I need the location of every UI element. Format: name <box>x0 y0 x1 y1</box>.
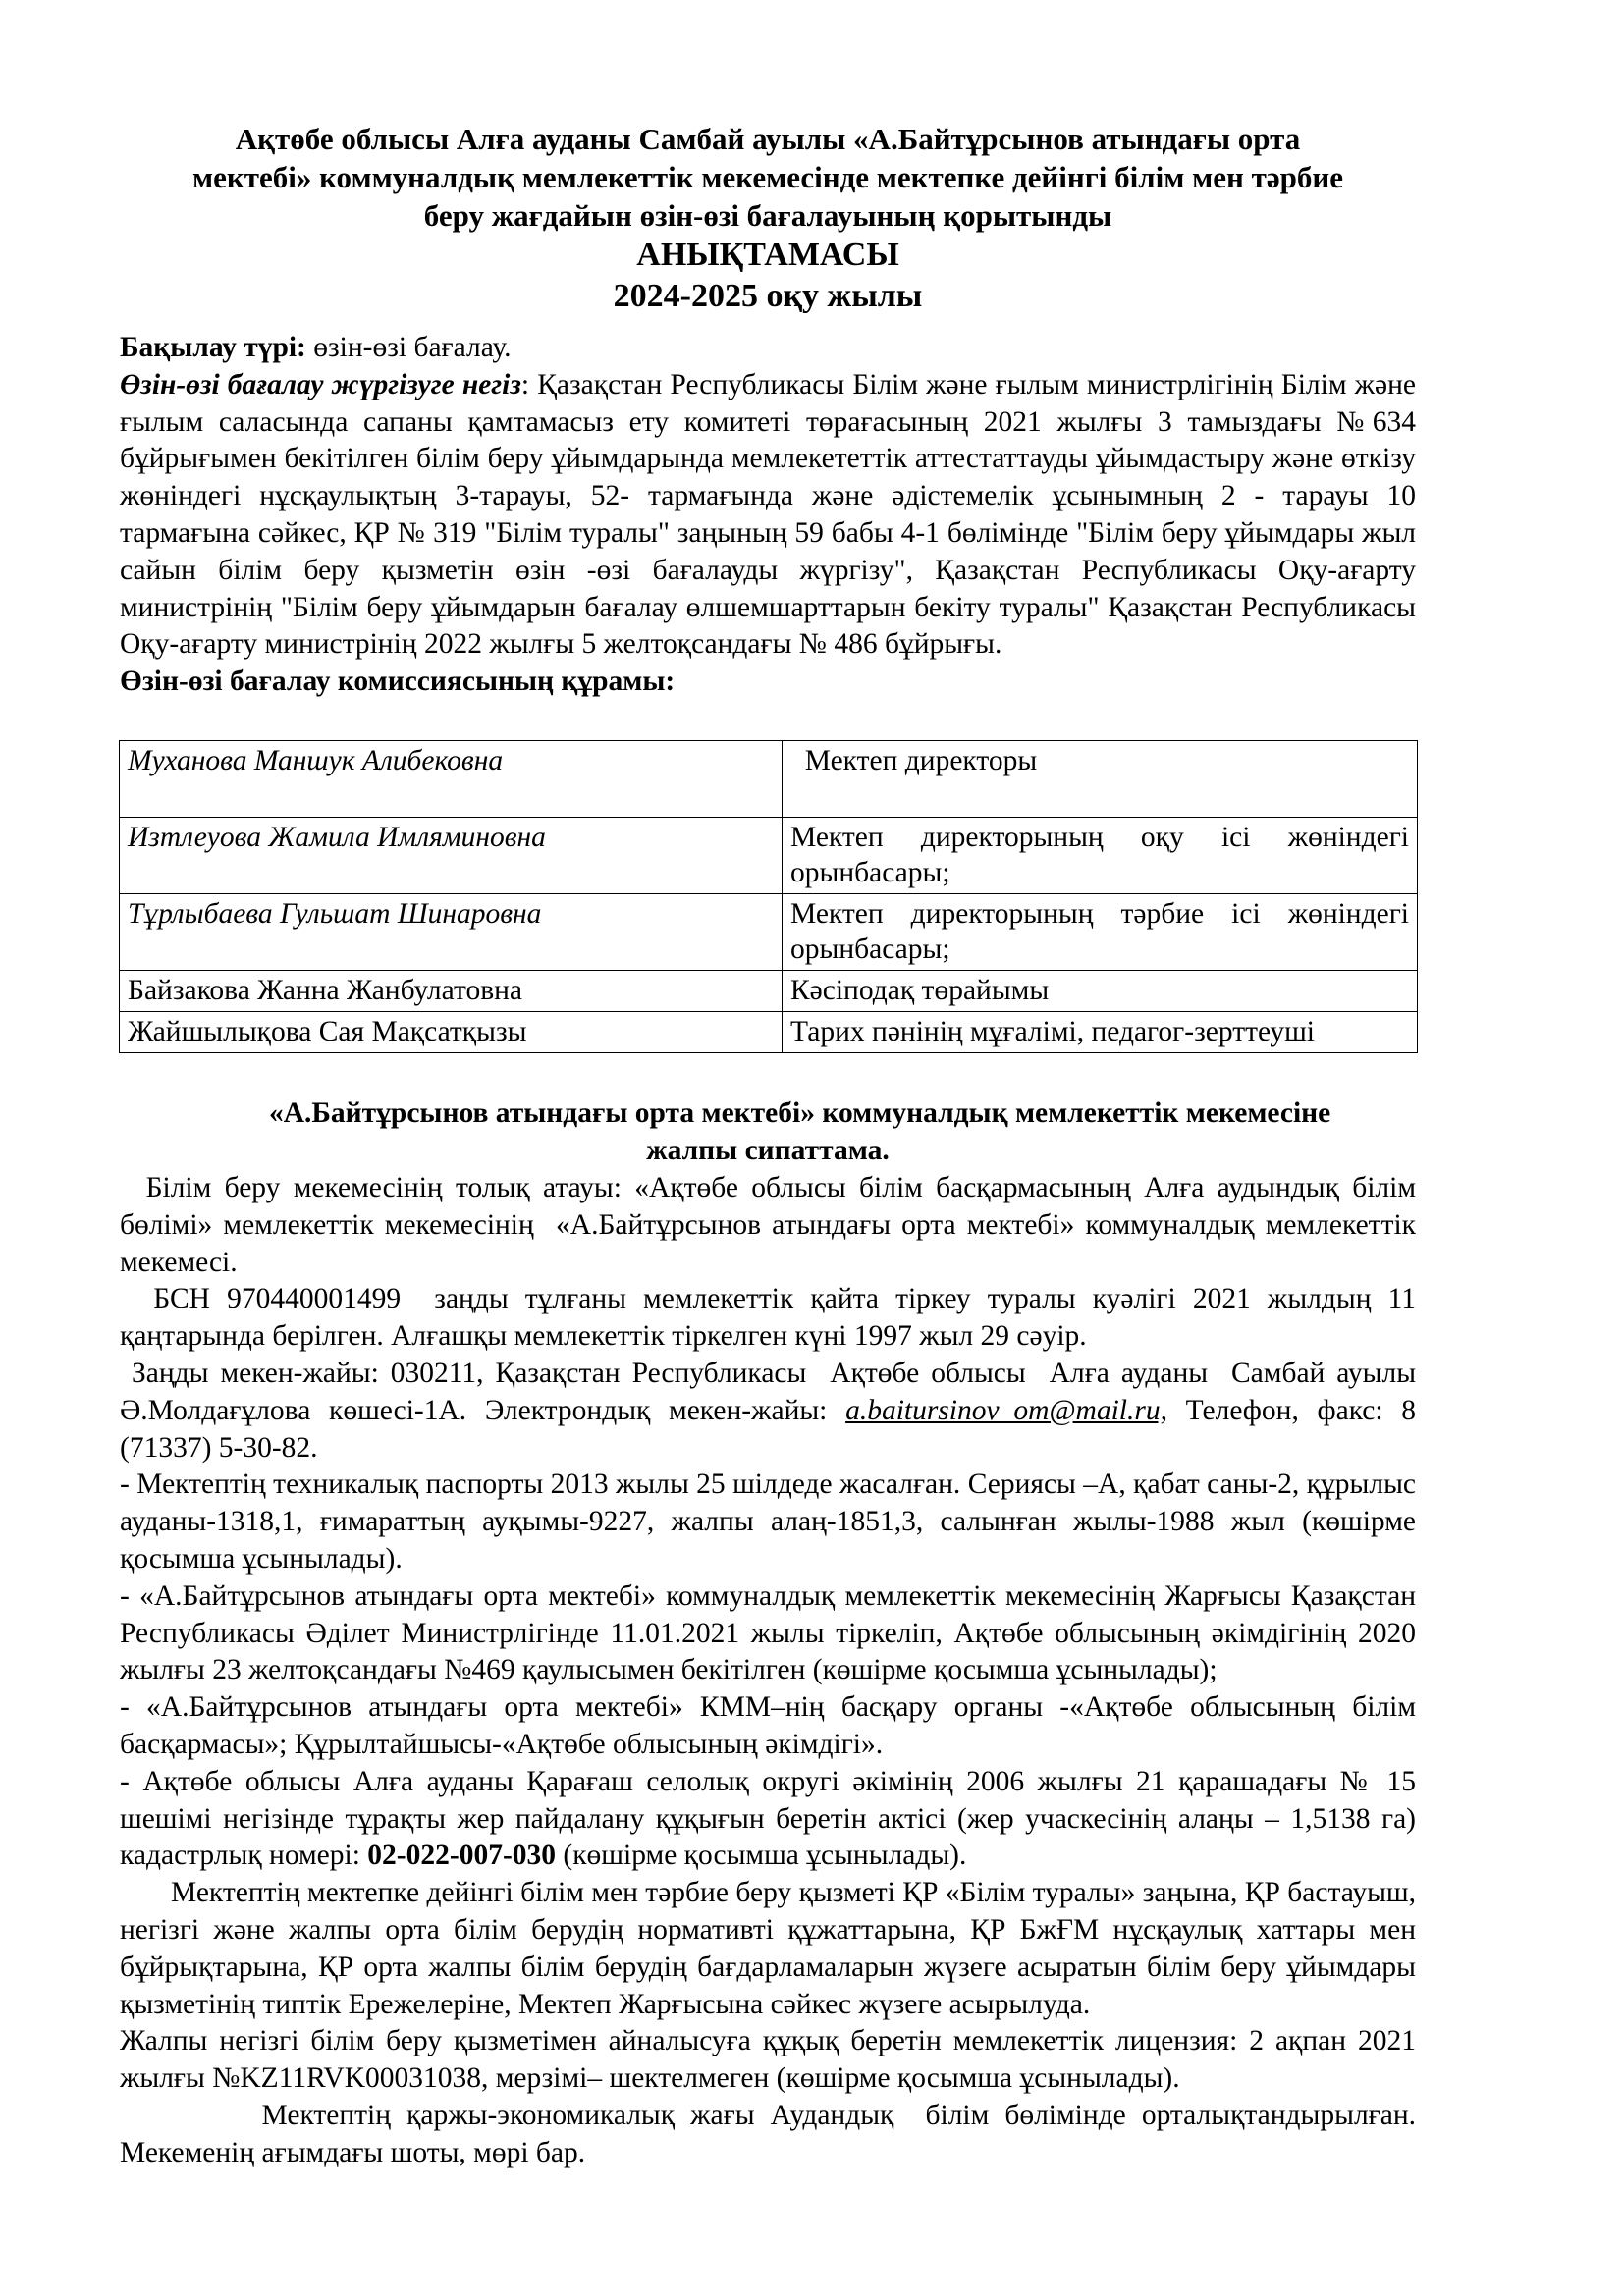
member-name: Байзакова Жанна Жанбулатовна <box>120 971 783 1012</box>
commission-table-wrapper <box>119 740 1418 1053</box>
table-row <box>120 818 1418 894</box>
paragraph-license: Жалпы негізгі білім беру қызметімен айналысуға құқық беретін мемлекеттік лицензия: 2 ақпан 2021 жылғы №KZ11RVK00031038, мерзімі– шектелмеген (көшірме қосымша ұсынылады). <box>120 2025 1416 2095</box>
member-name: Изтлеуова Жамила Имляминовна <box>120 818 783 894</box>
table-row <box>120 971 1418 1012</box>
general-heading-line-1: «А.Байтұрсынов атындағы орта мектебі» коммуналдық мемлекеттік мекемесіне <box>269 1097 1331 1129</box>
control-type <box>120 330 1416 367</box>
member-name: Жайшылықова Сая Мақсатқызы <box>120 1012 783 1053</box>
control-type-value: өзін-өзі бағалау. <box>305 332 512 363</box>
table-row <box>120 894 1418 971</box>
member-role: Мектеп директорының тәрбие ісі жөніндегі орынбасары; <box>783 894 1418 971</box>
commission-heading: Өзін-өзі бағалау комиссиясының құрамы: <box>120 666 676 698</box>
paragraph-charter: - «А.Байтұрсынов атындағы орта мектебі» коммуналдық мемлекеттік мекемесінің Жарғысы Қазақстан Республикасы Әділет Министрлігінде 11.01.2021 жылы тіркеліп, Ақтөбе облысының әкімдігінің 2020 жылғы 23 желтоқсандағы №469 қаулысымен бекітілген (көшірме қосымша ұсынылады); <box>120 1579 1416 1686</box>
paragraph-finance: Мектептің қаржы-экономикалық жағы Аудандық білім бөлімінде орталықтандырылған. Мекеменің ағымдағы шоты, мөрі бар. <box>120 2099 1424 2168</box>
land-act-note: (көшірме қосымша ұсынылады). <box>556 1840 967 1872</box>
paragraph-registration: БСН 970440001499 заңды тұлғаны мемлекеттік қайта тіркеу туралы куәлігі 2021 жылдың 11 қаңтарында берілген. Алғашқы мемлекеттік тіркелген күні 1997 жыл 29 сәуір. <box>120 1283 1424 1353</box>
basis-text: : Қазақстан Республикасы Білім және ғылым министрлігінің Білім және ғылым саласында сапаны қамтамасыз ету комитеті төрағасының 2021 жылғы 3 тамыздағы №634 бұйрығымен бекітілген білім беру ұйымдарында мемлекететтік аттестаттауды ұйымдастыру және өткізу жөніндегі нұсқаулықтың 3-тарауы, 52- тармағында және әдістемелік ұсынымның 2 - тарауы 10 тармағына сәйкес, ҚР № 319 "Білім туралы" заңының 59 бабы 4-1 бөлімінде "Білім беру ұйымдары жыл сайын білім беру қызметін өзін -өзі бағалауды жүргізу", Қазақстан Республикасы Оқу-ағарту министрінің "Білім беру ұйымдарын бағалау өлшемшарттарын бекіту туралы" Қазақстан Республикасы Оқу-ағарту министрінің 2022 жылғы 5 желтоқсандағы № 486 бұйрығы. <box>120 368 1416 661</box>
member-role: Мектеп директорының оқу ісі жөніндегі орынбасары; <box>783 818 1418 894</box>
general-heading <box>120 1095 1514 1170</box>
academic-year: 2024-2025 оқу жылы <box>613 278 923 314</box>
member-name: Тұрлыбаева Гульшат Шинаровна <box>120 894 783 971</box>
title-line-3: беру жағдайын өзін-өзі бағалауының қорытынды <box>423 198 1112 233</box>
document-title <box>120 120 1416 317</box>
paragraph-land-act <box>120 1764 1416 1875</box>
land-act-text: - Ақтөбе облысы Алға ауданы Қарағаш селолық округі әкімінің 2006 жылғы 21 қарашадағы № 15 шешімі негізінде тұрақты жер пайдалану құқығын беретін актісі (жер учаскесінің алаңы – 1,5138 га) кадастрлық номері: <box>120 1765 1416 1872</box>
table-row <box>120 1012 1418 1053</box>
phone-text: Телефон, факс: 8 (71337) 5-30-82. <box>120 1394 1424 1464</box>
address-text: Заңды мекен-жайы: 030211, Қазақстан Республикасы Ақтөбе облысы Алға ауданы Самбай ауылы Ә.Молдағұлова көшесі-1А. Электрондық мекен-жайы: <box>120 1357 1424 1426</box>
table-row <box>120 741 1418 818</box>
basis-paragraph <box>120 367 1416 664</box>
member-role: Мектеп директоры <box>783 741 1418 818</box>
member-role: Тарих пәнінің мұғалімі, педагог-зерттеуші <box>783 1012 1418 1053</box>
title-line-1: Ақтөбе облысы Алға ауданы Самбай ауылы «А.Байтұрсынов атындағы орта <box>235 122 1301 156</box>
commission-table <box>119 740 1418 1053</box>
document-type: АНЫҚТАМАСЫ <box>636 237 899 273</box>
general-body <box>120 1170 1424 2172</box>
control-type-label: Бақылау түрі: <box>120 332 306 363</box>
cadastral-number: 02-022-007-030 <box>367 1840 557 1872</box>
paragraph-address <box>120 1356 1424 1467</box>
intro-section <box>120 330 1416 701</box>
email-link[interactable]: a.baitursinov_om@mail.ru, <box>845 1394 1167 1426</box>
paragraph-full-name: Білім беру мекемесінің толық атауы: «Ақтөбе облысы білім басқармасының Алға аудындық білім бөлімі» мемлекеттік мекемесінің «А.Байтұрсынов атындағы орта мектебі» коммуналдық мемлекеттік мекемесі. <box>120 1172 1424 1278</box>
general-heading-line-2: жалпы сипаттама. <box>646 1134 890 1166</box>
member-role: Кәсіподақ төрайымы <box>783 971 1418 1012</box>
paragraph-tech-passport: - Мектептің техникалық паспорты 2013 жылы 25 шілдеде жасалған. Сериясы –А, қабат саны-2, құрылыс ауданы-1318,1, ғимараттың ауқымы-9227, жалпы алаң-1851,3, салынған жылы-1988 жыл (көшірме қосымша ұсынылады). <box>120 1468 1416 1575</box>
title-line-2: мектебі» коммуналдық мемлекеттік мекемесінде мектепке дейінгі білім мен тәрбие <box>192 160 1343 194</box>
member-name: Муханова Маншук Алибековна <box>120 741 783 818</box>
paragraph-preschool-activity: Мектептің мектепке дейінгі білім мен тәрбие беру қызметі ҚР «Білім туралы» заңына, ҚР бастауыш, негізгі және жалпы орта білім берудің нормативті құжаттарына, ҚР БжҒМ нұсқаулық хаттары мен бұйрықтарына, ҚР орта жалпы білім берудің бағдарламаларын жүзеге асыратын білім беру ұйымдары қызметінің типтік Ережелеріне, Мектеп Жарғысына сәйкес жүзеге асырылуда. <box>120 1877 1424 2020</box>
basis-label: Өзін-өзі бағалау жүргізуге негіз <box>120 368 521 400</box>
paragraph-governing-body: - «А.Байтұрсынов атындағы орта мектебі» КММ–нің басқару органы -«Ақтөбе облысының білім басқармасы»; Құрылтайшысы-«Ақтөбе облысының әкімдігі». <box>120 1691 1416 1760</box>
